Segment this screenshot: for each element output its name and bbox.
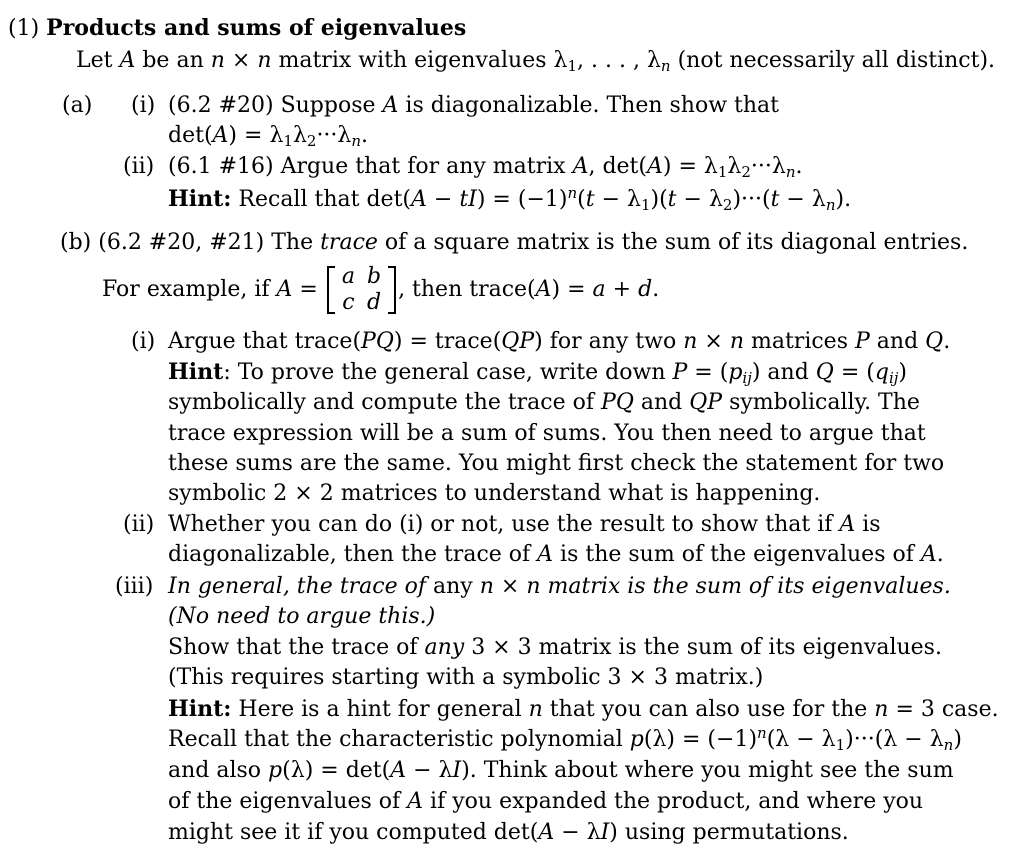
section-heading bbox=[8, 14, 466, 43]
var-p: p bbox=[268, 758, 283, 783]
var-QP: QP bbox=[501, 329, 535, 354]
var-A: A bbox=[212, 123, 229, 148]
section-number: (1) bbox=[8, 16, 40, 41]
lambda: λ bbox=[775, 727, 790, 752]
part-a-i-label: (i) bbox=[131, 93, 156, 118]
var-A: A bbox=[535, 277, 552, 302]
text: ) = trace( bbox=[393, 329, 502, 354]
lambda: λ bbox=[438, 758, 453, 783]
subscript: n bbox=[943, 736, 954, 754]
text: symbolically. The bbox=[722, 390, 920, 415]
var-A: A bbox=[390, 758, 407, 783]
subscript: n bbox=[351, 132, 362, 150]
text: Recall that the characteristic polynomial bbox=[168, 727, 630, 752]
text: matrices bbox=[743, 329, 855, 354]
hint-label: Hint: bbox=[168, 186, 232, 212]
subscript: 1 bbox=[567, 57, 578, 75]
var-A: A bbox=[646, 154, 663, 179]
part-a-i-line2 bbox=[168, 122, 368, 150]
lambda: λ bbox=[929, 727, 944, 752]
part-b-iii-line9 bbox=[168, 819, 849, 847]
part-b-iii-line6 bbox=[168, 726, 962, 754]
text: if you expanded the product, and where you bbox=[423, 789, 924, 814]
text: = ( bbox=[833, 360, 875, 385]
var-A: A bbox=[411, 187, 427, 212]
dots: ··· bbox=[316, 123, 338, 148]
minus: − bbox=[426, 187, 460, 212]
subscript: n bbox=[660, 57, 671, 75]
var-n: n bbox=[683, 329, 698, 354]
matrix-entry: b bbox=[366, 264, 382, 289]
text: det( bbox=[168, 123, 213, 148]
plus: + bbox=[605, 277, 639, 302]
matrix-entry: c bbox=[342, 290, 355, 315]
times: × bbox=[697, 329, 730, 354]
lambda: λ bbox=[708, 187, 723, 212]
lambda: λ bbox=[586, 820, 601, 845]
part-b-iii-line3 bbox=[168, 634, 942, 662]
minus: − bbox=[406, 758, 439, 783]
text: ) for any two bbox=[534, 329, 684, 354]
var-n: n bbox=[874, 697, 889, 722]
text: ). bbox=[835, 187, 852, 212]
subscript: 1 bbox=[283, 132, 293, 150]
subscript: ij bbox=[742, 369, 752, 387]
hint-label: Hint bbox=[168, 359, 224, 385]
text: Here is a hint for general bbox=[231, 697, 529, 722]
text: ) = bbox=[228, 123, 270, 148]
text: . bbox=[652, 277, 660, 302]
lambda: λ bbox=[727, 154, 742, 179]
var-p: p bbox=[629, 727, 644, 752]
text: is bbox=[855, 512, 881, 537]
lambda: λ bbox=[652, 727, 667, 752]
text: ( bbox=[282, 758, 291, 783]
text: is the sum of the eigenvalues of bbox=[553, 542, 921, 567]
minus: − bbox=[676, 187, 709, 212]
text: of the eigenvalues of bbox=[168, 789, 408, 814]
text: )···( bbox=[845, 727, 884, 752]
part-b-ii-label: (ii) bbox=[123, 512, 155, 537]
text: any bbox=[426, 574, 480, 599]
superscript: n bbox=[757, 724, 767, 742]
text: (6.2 #20, #21) The bbox=[91, 230, 321, 255]
text: ) and bbox=[751, 360, 816, 385]
text: , . . . , bbox=[577, 48, 647, 73]
text: , det( bbox=[588, 154, 647, 179]
text: (6.2 #20) Suppose bbox=[168, 93, 383, 118]
var-QP: QP bbox=[689, 390, 723, 415]
text: )···( bbox=[732, 187, 771, 212]
part-a-ii-hint bbox=[168, 185, 851, 214]
part-a-ii-label: (ii) bbox=[123, 154, 155, 179]
text: ( bbox=[643, 727, 653, 752]
text: and also bbox=[168, 758, 269, 783]
var-t: t bbox=[667, 187, 677, 212]
matrix-entry: d bbox=[366, 290, 382, 315]
minus: − bbox=[789, 727, 822, 752]
text: (6.1 #16) Argue that for any matrix bbox=[168, 154, 573, 179]
text: For example, if bbox=[102, 277, 277, 302]
var-n: n bbox=[257, 48, 272, 73]
var-PQ: PQ bbox=[361, 329, 394, 354]
part-b-i-line3 bbox=[168, 389, 920, 417]
part-a-label: (a) bbox=[62, 93, 93, 118]
text: and bbox=[633, 390, 690, 415]
text: is diagonalizable. Then show that bbox=[398, 93, 780, 118]
part-b-i-line4: trace expression will be a sum of sums. You then need to argue that bbox=[168, 421, 926, 446]
text: of a square matrix is the sum of its diagonal entries. bbox=[377, 230, 969, 255]
hint-label: Hint: bbox=[168, 696, 232, 722]
text: . bbox=[943, 329, 951, 354]
var-P: P bbox=[672, 360, 688, 385]
var-PQ: PQ bbox=[601, 390, 634, 415]
part-b-line1 bbox=[60, 229, 968, 257]
var-Q: Q bbox=[815, 360, 834, 385]
text: might see it if you computed det( bbox=[168, 820, 539, 845]
intro-line bbox=[76, 47, 995, 75]
part-b-ii-line2 bbox=[168, 541, 944, 569]
times: × bbox=[493, 574, 527, 599]
var-p: p bbox=[728, 360, 743, 385]
part-b-i-line1 bbox=[168, 328, 950, 356]
part-b-label: (b) bbox=[60, 230, 92, 255]
subscript: n bbox=[785, 163, 796, 181]
var-A: A bbox=[920, 542, 937, 567]
part-b-iii-line7 bbox=[168, 757, 954, 785]
lambda: λ bbox=[553, 48, 568, 73]
text: = 3 case. bbox=[888, 697, 999, 722]
part-b-iii-label: (iii) bbox=[115, 574, 154, 599]
var-Q: Q bbox=[925, 329, 944, 354]
var-n: n bbox=[729, 329, 744, 354]
part-b-iii-line5 bbox=[168, 695, 999, 724]
text: ). Think about where you might see the sum bbox=[461, 758, 954, 783]
subscript: 2 bbox=[722, 196, 733, 214]
text: ) = bbox=[662, 154, 704, 179]
text: : To prove the general case, write down bbox=[223, 360, 673, 385]
var-d: d bbox=[638, 277, 653, 302]
lambda: λ bbox=[811, 187, 826, 212]
var-I: I bbox=[600, 820, 610, 845]
lambda: λ bbox=[646, 48, 661, 73]
lambda: λ bbox=[337, 123, 352, 148]
text: 3 × 3 matrix is the sum of its eigenvalues. bbox=[464, 635, 942, 660]
dots: ··· bbox=[750, 154, 772, 179]
lambda: λ bbox=[269, 123, 284, 148]
var-q: q bbox=[874, 360, 889, 385]
part-b-i-label: (i) bbox=[131, 329, 156, 354]
part-b-iii-line2 bbox=[168, 603, 435, 631]
part-b-iii-line4: (This requires starting with a symbolic 3 × 3 matrix.) bbox=[168, 665, 764, 690]
var-t: t bbox=[585, 187, 595, 212]
part-b-example bbox=[102, 259, 659, 321]
minus: − bbox=[779, 187, 812, 212]
text: ) = bbox=[551, 277, 593, 302]
text: be an bbox=[135, 48, 211, 73]
text: . bbox=[361, 123, 369, 148]
text: . bbox=[936, 542, 944, 567]
text: symbolically and compute the trace of bbox=[168, 390, 602, 415]
part-b-iii-line8 bbox=[168, 788, 923, 816]
text: In general, the trace of bbox=[168, 574, 427, 599]
subscript: 1 bbox=[640, 196, 651, 214]
text: ( bbox=[577, 187, 586, 212]
var-A: A bbox=[382, 93, 399, 118]
subscript: n bbox=[825, 196, 836, 214]
text: that you can also use for the bbox=[542, 697, 875, 722]
subscript: 2 bbox=[306, 132, 317, 150]
subscript: 1 bbox=[835, 736, 846, 754]
var-P: P bbox=[854, 329, 870, 354]
lambda: λ bbox=[290, 758, 305, 783]
var-A: A bbox=[119, 48, 136, 73]
emphasis: any bbox=[424, 635, 465, 660]
part-b-i-line2 bbox=[168, 358, 907, 387]
text: Let bbox=[76, 48, 120, 73]
lambda: λ bbox=[771, 154, 786, 179]
var-A: A bbox=[276, 277, 293, 302]
text: (not necessarily all distinct). bbox=[670, 48, 996, 73]
text: = ( bbox=[687, 360, 729, 385]
text: ) using permutations. bbox=[609, 820, 849, 845]
var-A: A bbox=[537, 542, 554, 567]
text: ( bbox=[766, 727, 776, 752]
text: ) = (−1) bbox=[476, 187, 568, 212]
text: diagonalizable, then the trace of bbox=[168, 542, 538, 567]
minus: − bbox=[897, 727, 930, 752]
text: = bbox=[292, 277, 325, 302]
lambda: λ bbox=[703, 154, 718, 179]
var-a: a bbox=[592, 277, 606, 302]
matrix-entry: a bbox=[341, 264, 355, 289]
subscript: ij bbox=[888, 369, 899, 387]
text: ) bbox=[898, 360, 907, 385]
var-I: I bbox=[452, 758, 462, 783]
text: Whether you can do (i) or not, use the result to show that if bbox=[168, 512, 840, 537]
lambda: λ bbox=[292, 123, 307, 148]
subscript: 1 bbox=[717, 163, 728, 181]
text: Show that the trace of bbox=[168, 635, 425, 660]
text: , then trace( bbox=[398, 277, 536, 302]
var-A: A bbox=[839, 512, 856, 537]
text: ) = det( bbox=[304, 758, 391, 783]
minus: − bbox=[594, 187, 627, 212]
text: ) = (−1) bbox=[666, 727, 758, 752]
var-t: t bbox=[770, 187, 780, 212]
lambda: λ bbox=[883, 727, 898, 752]
term-trace: trace bbox=[320, 230, 378, 255]
text: ) bbox=[953, 727, 962, 752]
var-n: n bbox=[526, 574, 541, 599]
part-a-i-line1 bbox=[168, 92, 779, 120]
part-b-i-line6: symbolic 2 × 2 matrices to understand what is happening. bbox=[168, 481, 821, 506]
example-matrix bbox=[327, 264, 396, 316]
text: Recall that det( bbox=[231, 187, 411, 212]
text: (No need to argue this.) bbox=[168, 604, 436, 629]
var-n: n bbox=[210, 48, 225, 73]
part-b-iii-line1 bbox=[168, 573, 951, 601]
text: and bbox=[869, 329, 926, 354]
part-b-i-line5: these sums are the same. You might first check the statement for two bbox=[168, 451, 945, 476]
part-a-ii-line1 bbox=[168, 153, 803, 181]
text: matrix with eigenvalues bbox=[271, 48, 554, 73]
var-A: A bbox=[407, 789, 424, 814]
section-title: Products and sums of eigenvalues bbox=[46, 15, 467, 41]
text: Argue that trace( bbox=[168, 329, 362, 354]
var-A: A bbox=[572, 154, 589, 179]
lambda: λ bbox=[627, 187, 641, 212]
minus: − bbox=[554, 820, 587, 845]
var-I: I bbox=[468, 187, 477, 212]
text: matrix is the sum of its eigenvalues. bbox=[540, 574, 951, 599]
var-A: A bbox=[538, 820, 555, 845]
superscript: n bbox=[567, 184, 578, 202]
lambda: λ bbox=[821, 727, 836, 752]
text: )( bbox=[650, 187, 668, 212]
var-n: n bbox=[479, 574, 494, 599]
part-b-ii-line1 bbox=[168, 511, 881, 539]
var-n: n bbox=[528, 697, 543, 722]
subscript: 2 bbox=[741, 163, 751, 181]
times: × bbox=[224, 48, 258, 73]
text: . bbox=[795, 154, 803, 179]
var-t: t bbox=[459, 187, 469, 212]
